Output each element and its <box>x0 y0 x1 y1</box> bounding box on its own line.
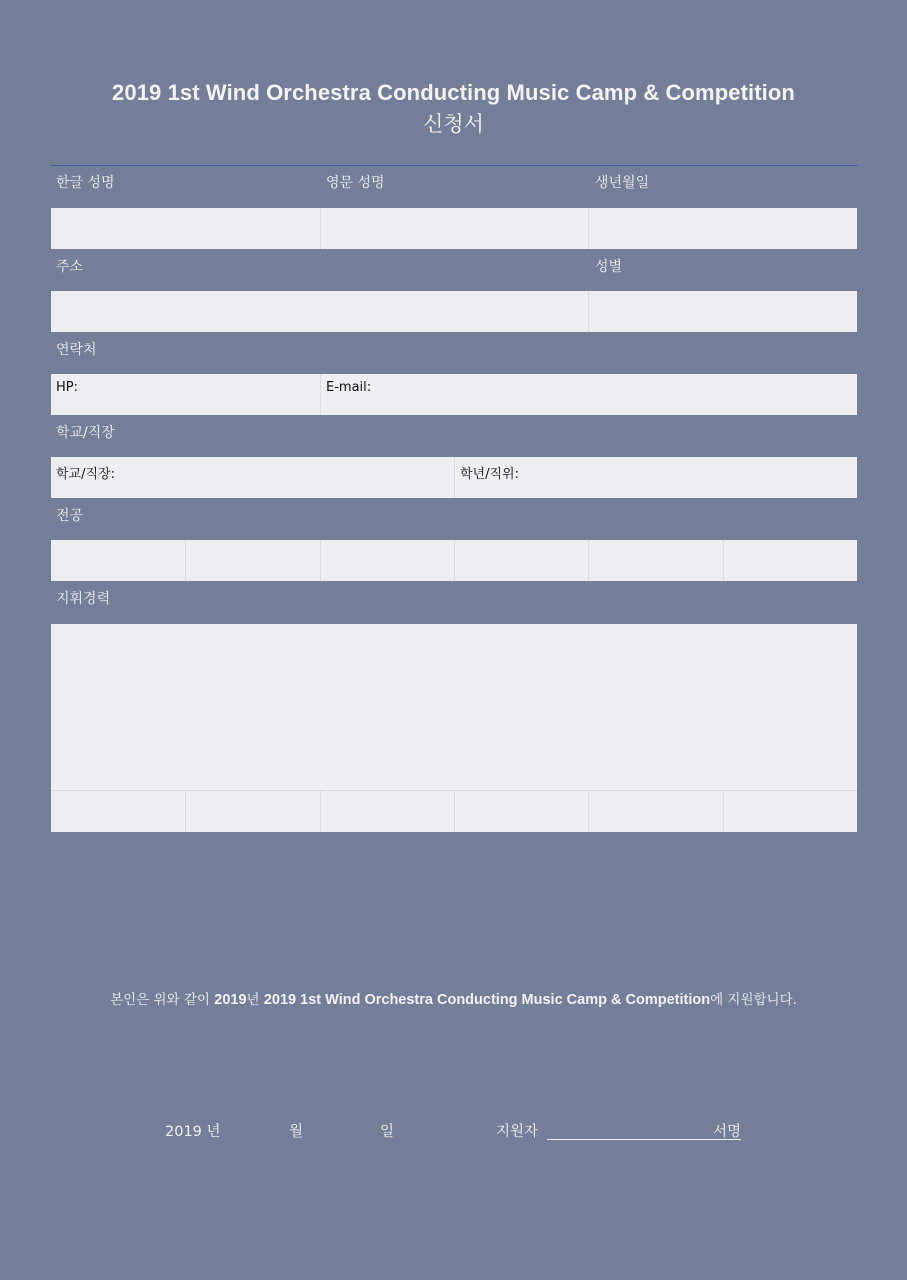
footer-applicant: 지원자 <box>496 1124 539 1140</box>
major-row <box>51 540 857 581</box>
declaration-suffix: 에 지원합니다. <box>710 992 797 1008</box>
major-cell[interactable] <box>320 540 454 581</box>
declaration-text <box>0 988 907 1008</box>
school-row <box>51 457 857 498</box>
address-field[interactable] <box>51 291 588 332</box>
label-korean-name: 한글 성명 <box>56 175 115 191</box>
hp-label: HP: <box>56 380 78 395</box>
address-row <box>51 291 857 332</box>
grade-position-label: 학년/직위: <box>460 467 519 482</box>
career-cell[interactable] <box>320 791 454 832</box>
top-divider <box>51 165 857 166</box>
label-school-work: 학교/직장 <box>56 425 115 441</box>
declaration-year: 2019 <box>214 992 247 1008</box>
label-english-name: 영문 성명 <box>326 175 385 191</box>
name-row <box>51 208 857 249</box>
footer-month: 월 <box>289 1124 304 1140</box>
label-major: 전공 <box>56 508 84 524</box>
label-gender: 성별 <box>595 259 623 275</box>
career-text-area[interactable] <box>51 624 857 790</box>
footer-signature: 서명 <box>713 1124 742 1140</box>
major-cell[interactable] <box>588 540 723 581</box>
declaration-prefix: 본인은 위와 같이 <box>110 992 215 1008</box>
major-cell[interactable] <box>454 540 588 581</box>
form-title: 2019 1st Wind Orchestra Conducting Music Camp & Competition <box>112 80 795 105</box>
contact-row <box>51 374 857 415</box>
career-cells-row <box>51 790 857 832</box>
korean-name-field[interactable] <box>51 208 320 249</box>
signature-line[interactable] <box>547 1139 741 1140</box>
declaration-event: 2019 1st Wind Orchestra Conducting Music Camp & Competition <box>263 992 711 1008</box>
school-work-field[interactable] <box>51 457 454 498</box>
hp-field[interactable] <box>51 374 320 415</box>
label-conducting-career: 지휘경력 <box>56 591 111 607</box>
email-label: E-mail: <box>326 380 372 395</box>
career-cell[interactable] <box>588 791 723 832</box>
label-address: 주소 <box>56 259 84 275</box>
career-cell[interactable] <box>51 791 185 832</box>
footer-day: 일 <box>380 1124 395 1140</box>
gender-field[interactable] <box>588 291 857 332</box>
career-cell[interactable] <box>185 791 320 832</box>
career-cell[interactable] <box>454 791 588 832</box>
declaration-year-suffix: 년 <box>246 992 264 1008</box>
email-field[interactable] <box>320 374 857 415</box>
footer-year: 2019 년 <box>165 1124 221 1140</box>
label-contact: 연락처 <box>56 342 97 358</box>
grade-position-field[interactable] <box>454 457 857 498</box>
major-cell[interactable] <box>723 540 857 581</box>
career-cell[interactable] <box>723 791 857 832</box>
major-cell[interactable] <box>185 540 320 581</box>
label-birth-date: 생년월일 <box>595 175 650 191</box>
english-name-field[interactable] <box>320 208 588 249</box>
major-cell[interactable] <box>51 540 185 581</box>
school-work-label: 학교/직장: <box>56 467 115 482</box>
birth-date-field[interactable] <box>588 208 857 249</box>
form-subtitle: 신청서 <box>423 112 484 136</box>
